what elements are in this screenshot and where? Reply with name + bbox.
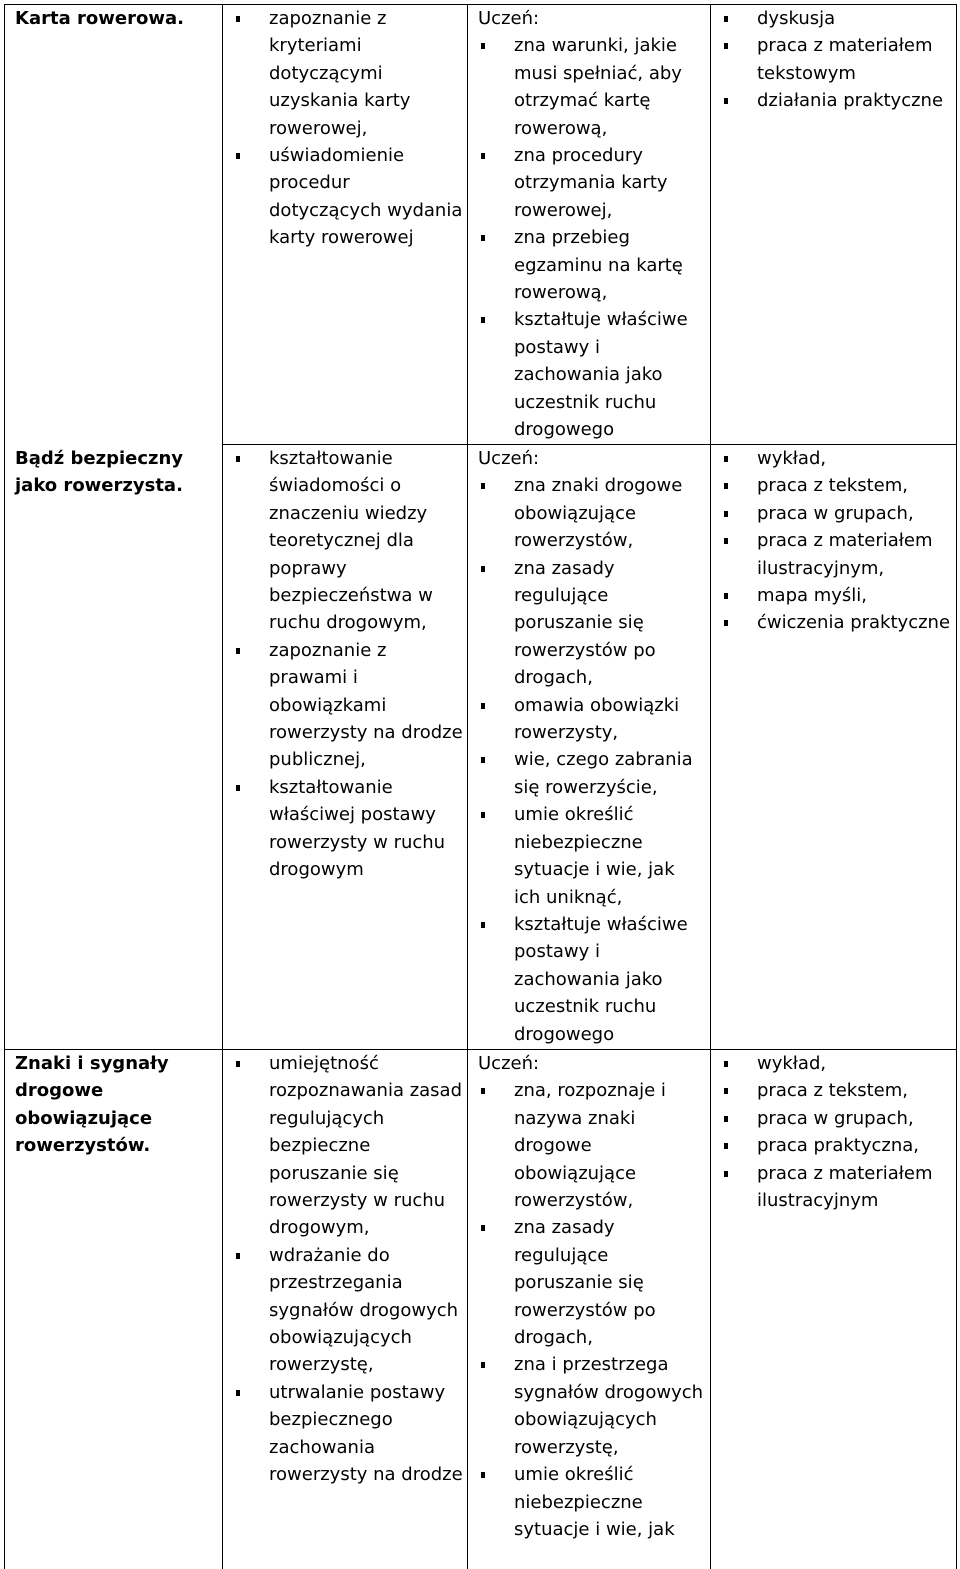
methods-list — [721, 1050, 952, 1214]
topic-cell — [5, 1050, 223, 1569]
outcomes-cell — [468, 1050, 711, 1569]
table-row — [5, 445, 957, 1050]
list-item: działania praktyczne — [721, 87, 952, 114]
list-item: zna procedury otrzymania karty rowerowej, — [478, 142, 706, 224]
list-item: praca praktyczna, — [721, 1132, 952, 1159]
topic-cell — [5, 445, 223, 1050]
list-item: kształtuje właściwe postawy i zachowania jako uczestnik ruchu drogowego — [478, 911, 706, 1048]
outcomes-cell — [468, 445, 711, 1050]
list-item: zna, rozpoznaje i nazywa znaki drogowe obowiązujące rowerzystów, — [478, 1077, 706, 1214]
methods-cell — [711, 1050, 957, 1569]
methods-list — [721, 5, 952, 115]
topic-title: Bądź bezpieczny jako rowerzysta. — [15, 447, 184, 496]
table-row — [5, 5, 957, 445]
outcomes-list — [478, 472, 706, 1048]
methods-cell — [711, 445, 957, 1050]
list-item: mapa myśli, — [721, 582, 952, 609]
list-item: uświadomienie procedur dotyczących wydania karty rowerowej — [233, 142, 463, 252]
list-item: praca z tekstem, — [721, 472, 952, 499]
list-item: dyskusja — [721, 5, 952, 32]
list-item: praca w grupach, — [721, 500, 952, 527]
list-item: zna i przestrzega sygnałów drogowych obowiązujących rowerzystę, — [478, 1351, 706, 1461]
list-item: kształtowanie świadomości o znaczeniu wiedzy teoretycznej dla poprawy bezpieczeństwa w ruchu drogowym, — [233, 445, 463, 637]
list-item: umiejętność rozpoznawania zasad regulujących bezpieczne poruszanie się rowerzysty w ruchu drogowym, — [233, 1050, 463, 1242]
list-item: zna warunki, jakie musi spełniać, aby otrzymać kartę rowerową, — [478, 32, 706, 142]
topic-title: Karta rowerowa. — [15, 8, 184, 29]
list-item: wykład, — [721, 1050, 952, 1077]
list-item: zna znaki drogowe obowiązujące rowerzystów, — [478, 472, 706, 554]
list-item: ćwiczenia praktyczne — [721, 609, 952, 636]
curriculum-table — [4, 4, 957, 1569]
methods-cell — [711, 5, 957, 445]
outcomes-intro: Uczeń: — [478, 8, 540, 29]
topic-title: Znaki i sygnały drogowe obowiązujące rowerzystów. — [15, 1053, 169, 1157]
list-item: wykład, — [721, 445, 952, 472]
list-item: umie określić niebezpieczne sytuacje i wie, jak ich uniknąć, — [478, 801, 706, 911]
list-item: wdrażanie do przestrzegania sygnałów drogowych obowiązujących rowerzystę, — [233, 1242, 463, 1379]
outcomes-cell — [468, 5, 711, 445]
topic-cell — [5, 5, 223, 445]
list-item: praca z materiałem ilustracyjnym — [721, 1160, 952, 1215]
list-item: zna zasady regulujące poruszanie się rowerzystów po drogach, — [478, 555, 706, 692]
list-item: wie, czego zabrania się rowerzyście, — [478, 746, 706, 801]
goals-list — [233, 445, 463, 884]
outcomes-list — [478, 32, 706, 443]
list-item: kształtuje właściwe postawy i zachowania jako uczestnik ruchu drogowego — [478, 306, 706, 443]
outcomes-intro: Uczeń: — [478, 1053, 540, 1074]
methods-list — [721, 445, 952, 637]
list-item: zapoznanie z prawami i obowiązkami rowerzysty na drodze publicznej, — [233, 637, 463, 774]
list-item: praca w grupach, — [721, 1105, 952, 1132]
list-item: zna zasady regulujące poruszanie się rowerzystów po drogach, — [478, 1214, 706, 1351]
goals-cell — [223, 1050, 468, 1569]
list-item: umie określić niebezpieczne sytuacje i wie, jak — [478, 1461, 706, 1543]
list-item: zapoznanie z kryteriami dotyczącymi uzyskania karty rowerowej, — [233, 5, 463, 142]
goals-list — [233, 5, 463, 252]
outcomes-intro: Uczeń: — [478, 448, 540, 469]
goals-list — [233, 1050, 463, 1489]
list-item: praca z materiałem tekstowym — [721, 32, 952, 87]
list-item: omawia obowiązki rowerzysty, — [478, 692, 706, 747]
list-item: utrwalanie postawy bezpiecznego zachowania rowerzysty na drodze — [233, 1379, 463, 1489]
goals-cell — [223, 5, 468, 445]
table-row — [5, 1050, 957, 1569]
outcomes-list — [478, 1077, 706, 1543]
list-item: zna przebieg egzaminu na kartę rowerową, — [478, 224, 706, 306]
goals-cell — [223, 445, 468, 1050]
list-item: kształtowanie właściwej postawy rowerzysty w ruchu drogowym — [233, 774, 463, 884]
list-item: praca z materiałem ilustracyjnym, — [721, 527, 952, 582]
list-item: praca z tekstem, — [721, 1077, 952, 1104]
